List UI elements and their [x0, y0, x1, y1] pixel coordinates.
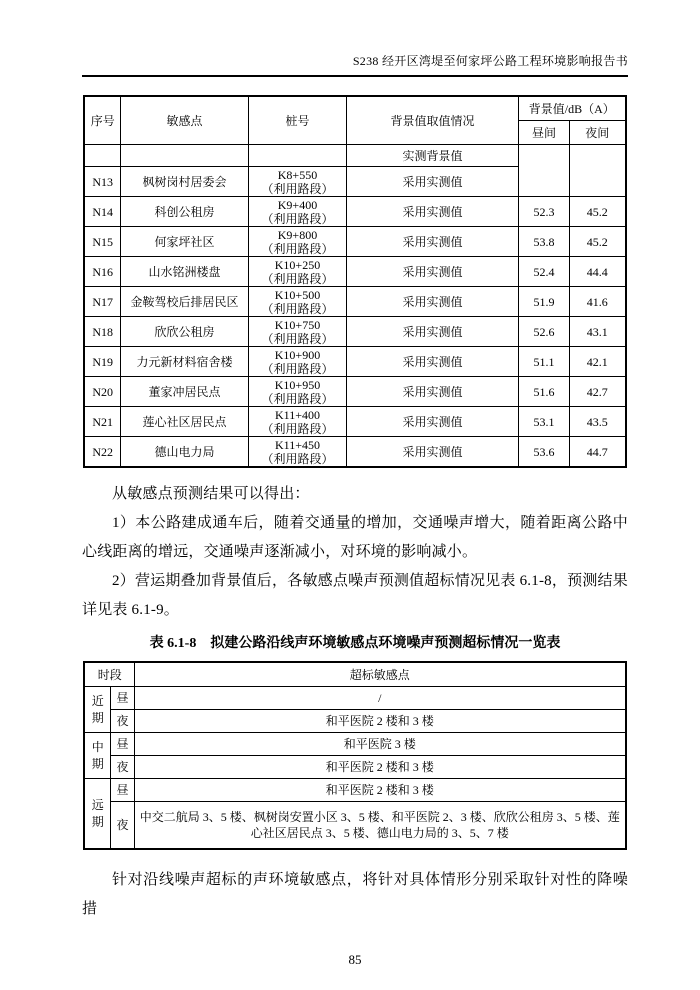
table-row: [84, 407, 625, 437]
cell-name: 金鞍驾校后排居民区: [120, 287, 248, 317]
table-row: [84, 287, 625, 317]
body-text: [82, 480, 628, 625]
cell-night-label: 夜: [110, 802, 134, 850]
table-row: [84, 317, 625, 347]
cell-day: 51.6: [518, 377, 569, 407]
cell-name: 德山电力局: [120, 437, 248, 468]
col-header-stake: 桩号: [248, 96, 346, 145]
report-header: [82, 52, 628, 77]
cell-source: 采用实测值: [346, 437, 518, 468]
stake-note: （利用路段）: [261, 181, 334, 196]
stake-value: K10+500: [274, 287, 321, 302]
cell-no: N19: [84, 347, 120, 377]
cell-night: 41.6: [569, 287, 625, 317]
cell-day-label: 昼: [110, 733, 134, 756]
stake-value: K10+250: [274, 257, 321, 272]
cell-night-merged-empty: [569, 145, 625, 197]
table-row: [84, 227, 625, 257]
stake-note: （利用路段）: [261, 211, 334, 226]
report-title: S238 经开区湾堤至何家坪公路工程环境影响报告书: [352, 54, 628, 68]
col-header-period: 时段: [84, 662, 134, 687]
table-row: [84, 733, 625, 756]
cell-name: 枫树岗村居委会: [120, 167, 248, 197]
table-row: [84, 437, 625, 468]
cell-name: 山水铭洲楼盘: [120, 257, 248, 287]
col-header-no: 序号: [84, 96, 120, 145]
cell-day-label: 昼: [110, 779, 134, 802]
cell-source: 采用实测值: [346, 317, 518, 347]
cell-source: 采用实测值: [346, 407, 518, 437]
table-header-row: [84, 96, 625, 121]
cell-no: N21: [84, 407, 120, 437]
cell-night-value: 中交二航局 3、5 楼、枫树岗安置小区 3、5 楼、和平医院 2、3 楼、欣欣公租房 3、5 楼、莲心社区居民点 3、5 楼、德山电力局的 3、5、7 楼: [135, 802, 626, 850]
stake-note: （利用路段）: [261, 391, 334, 406]
stake-value: K11+450: [274, 437, 320, 452]
cell-source: 采用实测值: [346, 347, 518, 377]
cell-night: 44.7: [569, 437, 625, 468]
table-row: [84, 710, 625, 733]
page-number: 85: [348, 952, 362, 967]
cell-source: 实测背景值: [346, 145, 518, 167]
stake-note: （利用路段）: [261, 241, 334, 256]
cell-night: 45.2: [569, 197, 625, 227]
cell-day: 51.1: [518, 347, 569, 377]
table-row: [84, 197, 625, 227]
stake-note: （利用路段）: [261, 421, 334, 436]
cell-period-far: 远期: [84, 779, 110, 850]
cell-no: N17: [84, 287, 120, 317]
cell-stake: [248, 167, 346, 197]
col-header-day: 昼间: [518, 121, 569, 145]
cell-day-value: 和平医院 3 楼: [135, 733, 626, 756]
cell-no: N20: [84, 377, 120, 407]
stake-value: K9+800: [277, 227, 318, 242]
cell-source: 采用实测值: [346, 377, 518, 407]
cell-no: N22: [84, 437, 120, 468]
stake-value: K11+400: [274, 407, 320, 422]
col-header-source: 背景值取值情况: [346, 96, 518, 145]
cell-name: 何家坪社区: [120, 227, 248, 257]
stake-note: （利用路段）: [261, 301, 334, 316]
table-row: [84, 257, 625, 287]
cell-stake: [248, 317, 346, 347]
cell-night-value: 和平医院 2 楼和 3 楼: [135, 710, 626, 733]
cell-day: 52.4: [518, 257, 569, 287]
stake-note: （利用路段）: [261, 451, 334, 466]
table-row: [84, 779, 625, 802]
cell-night: 43.5: [569, 407, 625, 437]
cell-no: N14: [84, 197, 120, 227]
table-row: [84, 347, 625, 377]
cell-stake: [248, 377, 346, 407]
cell-source: 采用实测值: [346, 257, 518, 287]
cell-name-empty: [120, 145, 248, 167]
cell-stake: [248, 407, 346, 437]
stake-note: （利用路段）: [261, 271, 334, 286]
table-header-row: [84, 662, 625, 687]
cell-name: 董家冲居民点: [120, 377, 248, 407]
cell-period-near: 近期: [84, 687, 110, 733]
paragraph-intro: 从敏感点预测结果可以得出：: [112, 486, 310, 502]
cell-source: 采用实测值: [346, 197, 518, 227]
col-header-exceed-points: 超标敏感点: [135, 662, 626, 687]
exceedance-table: [83, 661, 626, 850]
stake-value: K10+950: [274, 377, 321, 392]
cell-night: 42.1: [569, 347, 625, 377]
cell-stake: [248, 227, 346, 257]
cell-night-value: 和平医院 2 楼和 3 楼: [135, 756, 626, 779]
cell-day: 53.1: [518, 407, 569, 437]
cell-day-value: /: [135, 687, 626, 710]
col-header-night: 夜间: [569, 121, 625, 145]
background-values-table: [83, 95, 626, 468]
cell-name: 科创公租房: [120, 197, 248, 227]
stake-note: （利用路段）: [261, 331, 334, 346]
stake-value: K8+550: [277, 167, 318, 182]
cell-name: 莲心社区居民点: [120, 407, 248, 437]
cell-night-label: 夜: [110, 710, 134, 733]
cell-night: 42.7: [569, 377, 625, 407]
cell-night: 45.2: [569, 227, 625, 257]
cell-night: 43.1: [569, 317, 625, 347]
table-row: [84, 687, 625, 710]
table-row: [84, 802, 625, 850]
col-header-sensitive-point: 敏感点: [120, 96, 248, 145]
cell-no: N18: [84, 317, 120, 347]
paragraph-closing: 针对沿线噪声超标的声环境敏感点，将针对具体情形分别采取针对性的降噪措: [82, 872, 628, 917]
table-row: [84, 756, 625, 779]
cell-no: N13: [84, 167, 120, 197]
col-header-background-db: 背景值/dB（A）: [518, 96, 625, 121]
cell-source: 采用实测值: [346, 167, 518, 197]
cell-no: N15: [84, 227, 120, 257]
cell-stake-empty: [248, 145, 346, 167]
cell-day-label: 昼: [110, 687, 134, 710]
table-row: [84, 145, 625, 167]
cell-source: 采用实测值: [346, 227, 518, 257]
cell-stake: [248, 257, 346, 287]
paragraph-item1: 1）本公路建成通车后，随着交通量的增加，交通噪声增大，随着距离公路中心线距离的增远，交通噪声逐渐减小，对环境的影响减小。: [82, 515, 628, 560]
cell-day: 52.6: [518, 317, 569, 347]
cell-day-merged-empty: [518, 145, 569, 197]
stake-value: K10+900: [274, 347, 321, 362]
cell-no: N16: [84, 257, 120, 287]
cell-stake: [248, 347, 346, 377]
cell-name: 力元新材料宿舍楼: [120, 347, 248, 377]
cell-day: 52.3: [518, 197, 569, 227]
cell-stake: [248, 437, 346, 468]
stake-value: K9+400: [277, 197, 318, 212]
cell-day: 51.9: [518, 287, 569, 317]
cell-name: 欣欣公租房: [120, 317, 248, 347]
cell-day-value: 和平医院 2 楼和 3 楼: [135, 779, 626, 802]
cell-stake: [248, 197, 346, 227]
stake-value: K10+750: [274, 317, 321, 332]
cell-period-mid: 中期: [84, 733, 110, 779]
cell-day: 53.8: [518, 227, 569, 257]
cell-stake: [248, 287, 346, 317]
table-caption: 表 6.1-8 拟建公路沿线声环境敏感点环境噪声预测超标情况一览表: [149, 636, 561, 651]
cell-night-label: 夜: [110, 756, 134, 779]
cell-source: 采用实测值: [346, 287, 518, 317]
cell-no-empty: [84, 145, 120, 167]
stake-note: （利用路段）: [261, 361, 334, 376]
cell-night: 44.4: [569, 257, 625, 287]
paragraph-item2: 2）营运期叠加背景值后，各敏感点噪声预测值超标情况见表 6.1-8，预测结果详见表 6.1-9。: [82, 573, 628, 618]
table-row: [84, 377, 625, 407]
cell-day: 53.6: [518, 437, 569, 468]
